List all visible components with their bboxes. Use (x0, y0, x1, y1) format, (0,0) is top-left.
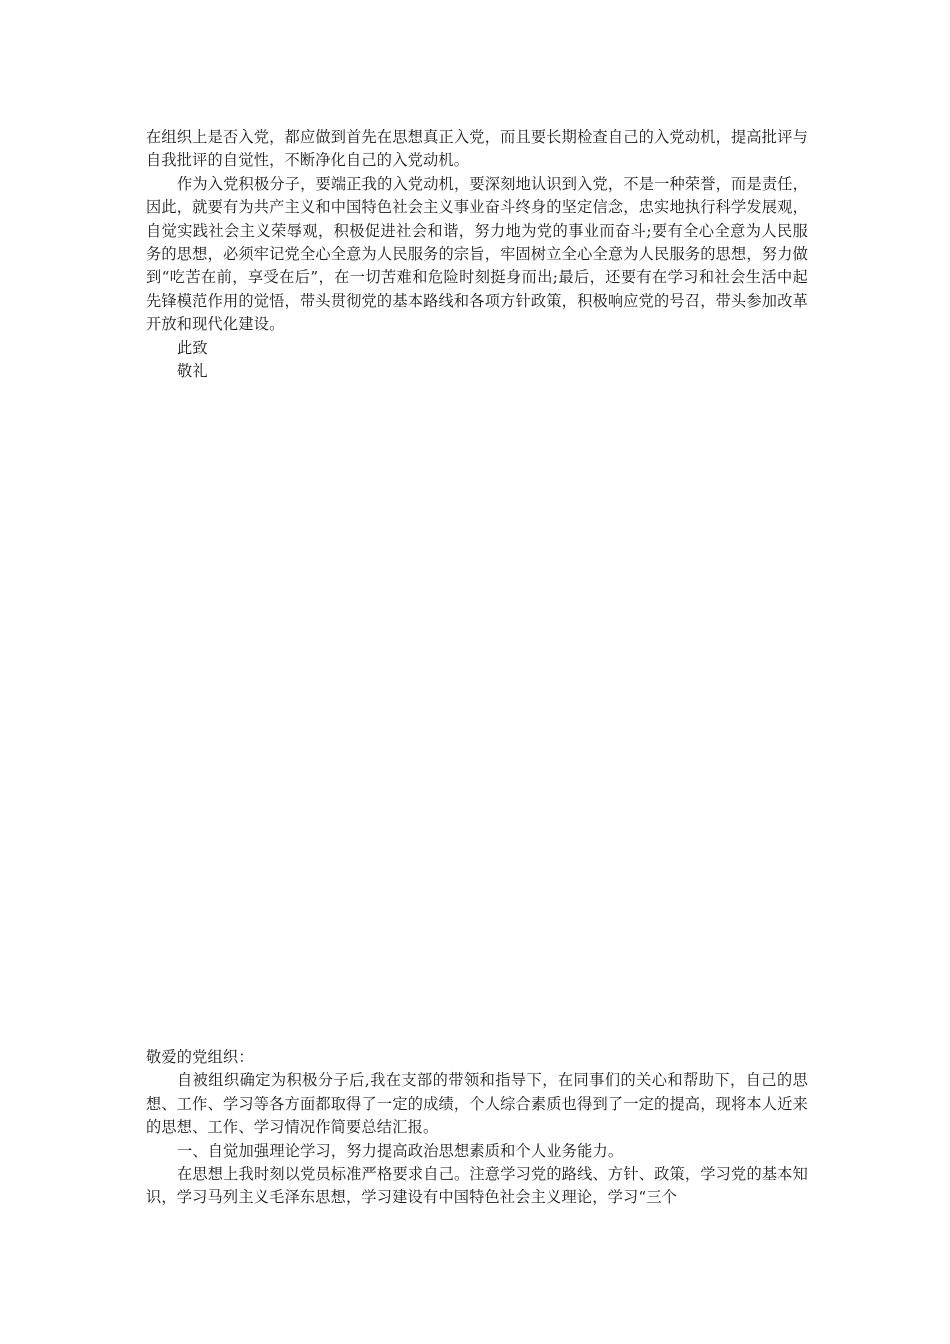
salutation: 敬爱的党组织： (146, 1048, 254, 1066)
paragraph: 自被组织确定为积极分子后,我在支部的带领和指导下，在同事们的关心和帮助下，自己的思想、工作、学习等各方面都取得了一定的成绩，个人综合素质也得到了一定的提高，现将本人近来的思想、工作、学习情况作简要总结汇报。 (146, 1071, 808, 1137)
closing-line: 敬礼 (177, 362, 208, 381)
paragraph: 在组织上是否入党，都应做到首先在思想真正入党，而且要长期检查自己的入党动机，提高批评与自我批评的自觉性，不断净化自己的入党动机。 (146, 128, 808, 170)
letter-section-top (146, 126, 808, 383)
section-heading: 一、自觉加强理论学习，努力提高政治思想素质和个人业务能力。 (177, 1141, 624, 1160)
paragraph: 作为入党积极分子，要端正我的入党动机，要深刻地认识到入党，不是一种荣誉，而是责任，因此，就要有为共产主义和中国特色社会主义事业奋斗终身的坚定信念，忠实地执行科学发展观，自觉实践社会主义荣辱观，积极促进社会和谐，努力地为党的事业而奋斗;要有全心全意为人民服务的思想，必须牢记党全心全意为人民服务的宗旨，牢固树立全心全意为人民服务的思想，努力做到“吃苦在前，享受在后”，在一切苦难和危险时刻挺身而出;最后，还要有在学习和社会生活中起先锋模范作用的觉悟，带头贯彻党的基本路线和各项方针政策，积极响应党的号召，带头参加改革开放和现代化建设。 (146, 174, 808, 334)
paragraph: 在思想上我时刻以党员标准严格要求自己。注意学习党的路线、方针、政策，学习党的基本知识，学习马列主义毛泽东思想，学习建设有中国特色社会主义理论，学习“三个 (146, 1165, 808, 1207)
letter-section-bottom (146, 1046, 808, 1210)
closing-line: 此致 (177, 338, 208, 357)
